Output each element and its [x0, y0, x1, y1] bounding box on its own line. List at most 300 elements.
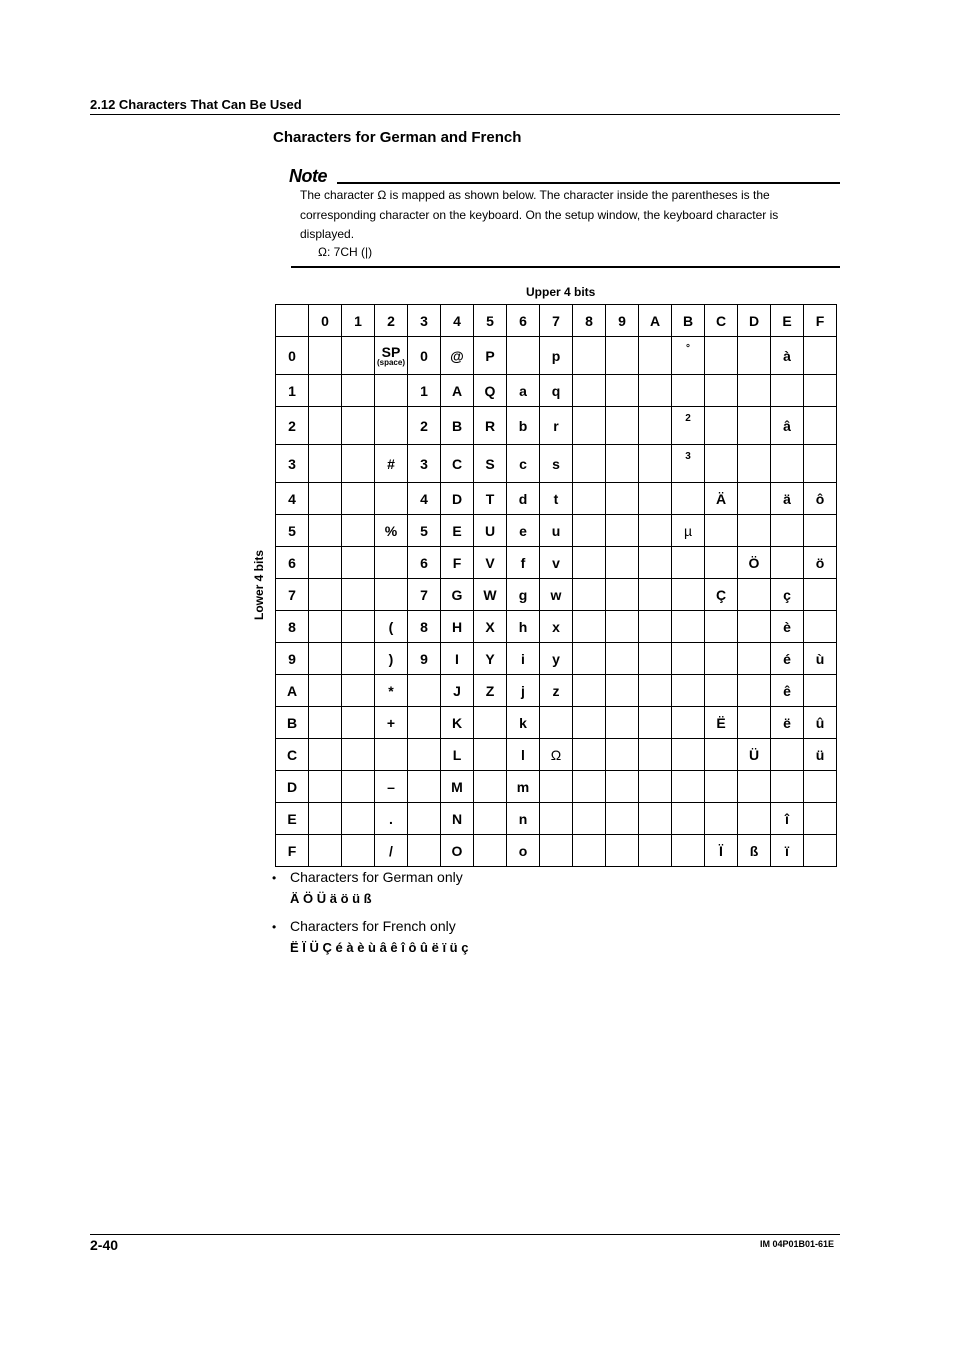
table-row — [276, 739, 837, 771]
table-row — [276, 445, 837, 483]
row-header: 6 — [276, 547, 309, 579]
char-cell: J — [441, 675, 474, 707]
table-row — [276, 407, 837, 445]
row-header: 5 — [276, 515, 309, 547]
char-cell: R — [474, 407, 507, 445]
char-cell — [738, 707, 771, 739]
char-cell — [573, 515, 606, 547]
char-cell — [705, 771, 738, 803]
char-cell — [342, 579, 375, 611]
note-body: The character Ω is mapped as shown below. The character inside the parentheses is the corresponding character on the keyboard. On the setup window, the keyboard character is displayed. — [300, 188, 779, 241]
char-cell — [672, 483, 705, 515]
column-header: 3 — [408, 305, 441, 337]
char-cell — [771, 739, 804, 771]
row-header: 2 — [276, 407, 309, 445]
char-cell — [738, 771, 771, 803]
char-cell — [771, 515, 804, 547]
char-cell — [705, 375, 738, 407]
char-cell — [573, 803, 606, 835]
char-cell — [309, 483, 342, 515]
char-cell: Ö — [738, 547, 771, 579]
corner-cell — [276, 305, 309, 337]
char-cell — [606, 803, 639, 835]
row-header: 0 — [276, 337, 309, 375]
char-cell: 4 — [408, 483, 441, 515]
char-cell — [738, 643, 771, 675]
char-cell — [804, 771, 837, 803]
char-cell: B — [441, 407, 474, 445]
char-cell — [309, 547, 342, 579]
character-table — [275, 304, 837, 867]
char-cell — [309, 771, 342, 803]
char-cell — [738, 675, 771, 707]
char-cell — [540, 771, 573, 803]
char-cell — [639, 771, 672, 803]
char-cell: m — [507, 771, 540, 803]
char-cell: + — [375, 707, 408, 739]
table-row — [276, 803, 837, 835]
char-cell — [309, 611, 342, 643]
char-cell: W — [474, 579, 507, 611]
char-cell — [474, 707, 507, 739]
char-cell: X — [474, 611, 507, 643]
char-cell: t — [540, 483, 573, 515]
char-cell — [375, 547, 408, 579]
char-cell — [606, 337, 639, 375]
char-cell — [309, 643, 342, 675]
note-top-divider — [337, 182, 840, 184]
char-cell — [606, 739, 639, 771]
char-cell — [639, 337, 672, 375]
char-cell — [705, 611, 738, 643]
char-cell: I — [441, 643, 474, 675]
char-cell: / — [375, 835, 408, 867]
char-cell — [606, 375, 639, 407]
char-cell — [705, 515, 738, 547]
table-row — [276, 515, 837, 547]
char-cell — [309, 407, 342, 445]
char-cell — [639, 707, 672, 739]
char-cell: ô — [804, 483, 837, 515]
char-cell — [474, 803, 507, 835]
char-cell — [771, 445, 804, 483]
row-header: E — [276, 803, 309, 835]
char-cell: ù — [804, 643, 837, 675]
char-cell: c — [507, 445, 540, 483]
char-cell — [342, 707, 375, 739]
char-cell: p — [540, 337, 573, 375]
char-cell: j — [507, 675, 540, 707]
french-only-characters: Ë Ï Ü Ç é à è ù â ê î ô û ë ï ü ç — [290, 940, 469, 955]
char-cell — [639, 407, 672, 445]
lower-bits-label: Lower 4 bits — [252, 549, 266, 621]
char-cell — [639, 375, 672, 407]
char-cell — [375, 337, 408, 375]
row-header: 7 — [276, 579, 309, 611]
char-cell: a — [507, 375, 540, 407]
space-sublabel: (space) — [376, 358, 405, 367]
row-header: F — [276, 835, 309, 867]
char-cell — [804, 337, 837, 375]
char-cell: d — [507, 483, 540, 515]
char-cell — [342, 547, 375, 579]
char-cell — [606, 611, 639, 643]
row-header: 3 — [276, 445, 309, 483]
char-cell — [672, 611, 705, 643]
char-cell — [639, 803, 672, 835]
bullet-label: Characters for French only — [290, 918, 456, 934]
char-cell — [342, 739, 375, 771]
char-cell — [738, 579, 771, 611]
char-cell: q — [540, 375, 573, 407]
char-cell — [309, 803, 342, 835]
char-cell — [309, 835, 342, 867]
char-cell: i — [507, 643, 540, 675]
char-cell: l — [507, 739, 540, 771]
document-id: IM 04P01B01-61E — [760, 1239, 835, 1249]
char-cell: Ω — [540, 739, 573, 771]
char-cell: C — [441, 445, 474, 483]
space-label: SP — [381, 344, 401, 360]
char-cell — [474, 739, 507, 771]
char-cell: û — [804, 707, 837, 739]
char-cell — [804, 407, 837, 445]
char-cell: î — [771, 803, 804, 835]
char-cell: ( — [375, 611, 408, 643]
char-cell — [540, 707, 573, 739]
char-cell: Y — [474, 643, 507, 675]
table-row — [276, 547, 837, 579]
char-cell — [606, 407, 639, 445]
row-header: 8 — [276, 611, 309, 643]
char-cell: è — [771, 611, 804, 643]
char-cell: 9 — [408, 643, 441, 675]
char-cell — [474, 835, 507, 867]
char-cell — [342, 407, 375, 445]
footer-divider — [90, 1234, 840, 1235]
column-header: 9 — [606, 305, 639, 337]
char-cell: n — [507, 803, 540, 835]
char-cell — [738, 515, 771, 547]
char-cell — [639, 643, 672, 675]
row-header: 9 — [276, 643, 309, 675]
char-cell — [639, 547, 672, 579]
char-cell: Ï — [705, 835, 738, 867]
char-cell — [375, 579, 408, 611]
table-row — [276, 771, 837, 803]
char-cell: w — [540, 579, 573, 611]
column-header-row — [276, 305, 837, 337]
character-table-body — [276, 305, 837, 867]
char-cell: ° — [672, 337, 705, 375]
char-cell — [573, 707, 606, 739]
table-row — [276, 375, 837, 407]
char-cell — [705, 643, 738, 675]
char-cell — [705, 445, 738, 483]
char-cell — [672, 739, 705, 771]
table-row — [276, 579, 837, 611]
column-header: F — [804, 305, 837, 337]
char-cell — [705, 739, 738, 771]
char-cell — [408, 675, 441, 707]
char-cell — [804, 515, 837, 547]
char-cell — [738, 337, 771, 375]
char-cell — [771, 771, 804, 803]
char-cell: 1 — [408, 375, 441, 407]
char-cell: M — [441, 771, 474, 803]
char-cell: L — [441, 739, 474, 771]
char-cell — [771, 375, 804, 407]
column-header: 0 — [309, 305, 342, 337]
char-cell — [507, 337, 540, 375]
column-header: D — [738, 305, 771, 337]
char-cell: 0 — [408, 337, 441, 375]
subsection-title: Characters for German and French — [273, 129, 522, 146]
char-cell — [309, 515, 342, 547]
char-cell — [573, 835, 606, 867]
char-cell: ç — [771, 579, 804, 611]
row-header: B — [276, 707, 309, 739]
char-cell — [408, 803, 441, 835]
char-cell — [408, 739, 441, 771]
char-cell — [672, 643, 705, 675]
char-cell: ü — [804, 739, 837, 771]
char-cell: Ç — [705, 579, 738, 611]
char-cell — [309, 375, 342, 407]
char-cell: 3 — [672, 445, 705, 483]
char-cell: K — [441, 707, 474, 739]
table-row — [276, 835, 837, 867]
row-header: A — [276, 675, 309, 707]
char-cell — [672, 707, 705, 739]
table-row — [276, 483, 837, 515]
char-cell — [804, 445, 837, 483]
char-cell — [738, 803, 771, 835]
char-cell — [672, 547, 705, 579]
char-cell — [705, 407, 738, 445]
char-cell — [573, 547, 606, 579]
char-cell: ö — [804, 547, 837, 579]
char-cell — [573, 643, 606, 675]
char-cell — [573, 483, 606, 515]
char-cell: O — [441, 835, 474, 867]
char-cell — [771, 547, 804, 579]
char-cell: s — [540, 445, 573, 483]
upper-bits-label: Upper 4 bits — [526, 285, 596, 299]
bullet-dot: • — [272, 920, 277, 934]
column-header: 8 — [573, 305, 606, 337]
char-cell: r — [540, 407, 573, 445]
char-cell — [408, 707, 441, 739]
char-cell: f — [507, 547, 540, 579]
char-cell: Z — [474, 675, 507, 707]
char-cell: o — [507, 835, 540, 867]
char-cell — [309, 739, 342, 771]
char-cell: Q — [474, 375, 507, 407]
char-cell: 3 — [408, 445, 441, 483]
note-title: Note — [289, 166, 327, 186]
char-cell — [738, 407, 771, 445]
char-cell — [804, 611, 837, 643]
row-header: D — [276, 771, 309, 803]
column-header: E — [771, 305, 804, 337]
char-cell: P — [474, 337, 507, 375]
char-cell — [672, 835, 705, 867]
char-cell — [309, 707, 342, 739]
section-divider — [90, 114, 840, 115]
char-cell — [672, 375, 705, 407]
bullet-label: Characters for German only — [290, 869, 463, 885]
char-cell — [342, 771, 375, 803]
column-header: A — [639, 305, 672, 337]
char-cell — [606, 579, 639, 611]
bullet-dot: • — [272, 871, 277, 885]
char-cell — [672, 803, 705, 835]
char-cell — [573, 579, 606, 611]
char-cell: z — [540, 675, 573, 707]
char-cell — [606, 643, 639, 675]
char-cell: u — [540, 515, 573, 547]
char-cell: – — [375, 771, 408, 803]
char-cell: F — [441, 547, 474, 579]
char-cell: e — [507, 515, 540, 547]
char-cell: S — [474, 445, 507, 483]
column-header: 4 — [441, 305, 474, 337]
char-cell — [540, 803, 573, 835]
char-cell — [738, 375, 771, 407]
char-cell — [342, 675, 375, 707]
char-cell — [573, 675, 606, 707]
table-row — [276, 337, 837, 375]
char-cell — [606, 445, 639, 483]
bullet-french-only — [272, 918, 456, 934]
char-cell: b — [507, 407, 540, 445]
char-cell — [375, 375, 408, 407]
char-cell — [342, 835, 375, 867]
char-cell — [309, 445, 342, 483]
char-cell: à — [771, 337, 804, 375]
char-cell: T — [474, 483, 507, 515]
char-cell — [474, 771, 507, 803]
char-cell — [639, 835, 672, 867]
char-cell — [573, 407, 606, 445]
column-header: 1 — [342, 305, 375, 337]
row-header: 4 — [276, 483, 309, 515]
char-cell — [540, 835, 573, 867]
char-cell — [573, 375, 606, 407]
char-cell: E — [441, 515, 474, 547]
char-cell — [738, 445, 771, 483]
char-cell: Ä — [705, 483, 738, 515]
char-cell: Ë — [705, 707, 738, 739]
char-cell — [804, 835, 837, 867]
char-cell: % — [375, 515, 408, 547]
char-cell — [309, 579, 342, 611]
char-cell — [309, 675, 342, 707]
char-cell — [606, 483, 639, 515]
char-cell — [408, 771, 441, 803]
char-cell — [375, 407, 408, 445]
char-cell: # — [375, 445, 408, 483]
char-cell: ä — [771, 483, 804, 515]
char-cell: @ — [441, 337, 474, 375]
char-cell — [639, 611, 672, 643]
column-header: B — [672, 305, 705, 337]
char-cell: A — [441, 375, 474, 407]
note-mapping: Ω: 7CH (|) — [318, 245, 373, 259]
char-cell: v — [540, 547, 573, 579]
column-header: C — [705, 305, 738, 337]
char-cell — [639, 579, 672, 611]
char-cell — [342, 643, 375, 675]
char-cell: U — [474, 515, 507, 547]
char-cell: 5 — [408, 515, 441, 547]
char-cell — [804, 375, 837, 407]
char-cell: ï — [771, 835, 804, 867]
char-cell: 8 — [408, 611, 441, 643]
char-cell: é — [771, 643, 804, 675]
char-cell — [606, 707, 639, 739]
char-cell — [573, 337, 606, 375]
char-cell — [573, 611, 606, 643]
char-cell: ë — [771, 707, 804, 739]
char-cell: 2 — [408, 407, 441, 445]
char-cell — [672, 771, 705, 803]
char-cell — [606, 515, 639, 547]
char-cell — [342, 445, 375, 483]
char-cell: 6 — [408, 547, 441, 579]
char-cell — [408, 835, 441, 867]
char-cell — [639, 445, 672, 483]
char-cell — [804, 803, 837, 835]
column-header: 2 — [375, 305, 408, 337]
char-cell: H — [441, 611, 474, 643]
char-cell — [342, 611, 375, 643]
char-cell — [672, 675, 705, 707]
char-cell: G — [441, 579, 474, 611]
char-cell — [342, 483, 375, 515]
char-cell — [606, 771, 639, 803]
char-cell: D — [441, 483, 474, 515]
char-cell: * — [375, 675, 408, 707]
page-number: 2-40 — [90, 1237, 119, 1253]
char-cell — [705, 803, 738, 835]
char-cell: ) — [375, 643, 408, 675]
bullet-german-only — [272, 869, 463, 885]
char-cell — [672, 579, 705, 611]
row-header: C — [276, 739, 309, 771]
char-cell: 2 — [672, 407, 705, 445]
char-cell — [375, 739, 408, 771]
char-cell: 7 — [408, 579, 441, 611]
char-cell — [342, 337, 375, 375]
section-header: 2.12 Characters That Can Be Used — [90, 97, 302, 112]
char-cell: Ü — [738, 739, 771, 771]
table-row — [276, 611, 837, 643]
char-cell: V — [474, 547, 507, 579]
note-bottom-divider — [291, 266, 840, 268]
char-cell — [342, 515, 375, 547]
char-cell — [804, 675, 837, 707]
column-header: 6 — [507, 305, 540, 337]
char-cell — [639, 515, 672, 547]
char-cell: N — [441, 803, 474, 835]
char-cell: â — [771, 407, 804, 445]
german-only-characters: Ä Ö Ü ä ö ü ß — [290, 891, 372, 906]
table-row — [276, 675, 837, 707]
char-cell — [606, 835, 639, 867]
table-row — [276, 707, 837, 739]
